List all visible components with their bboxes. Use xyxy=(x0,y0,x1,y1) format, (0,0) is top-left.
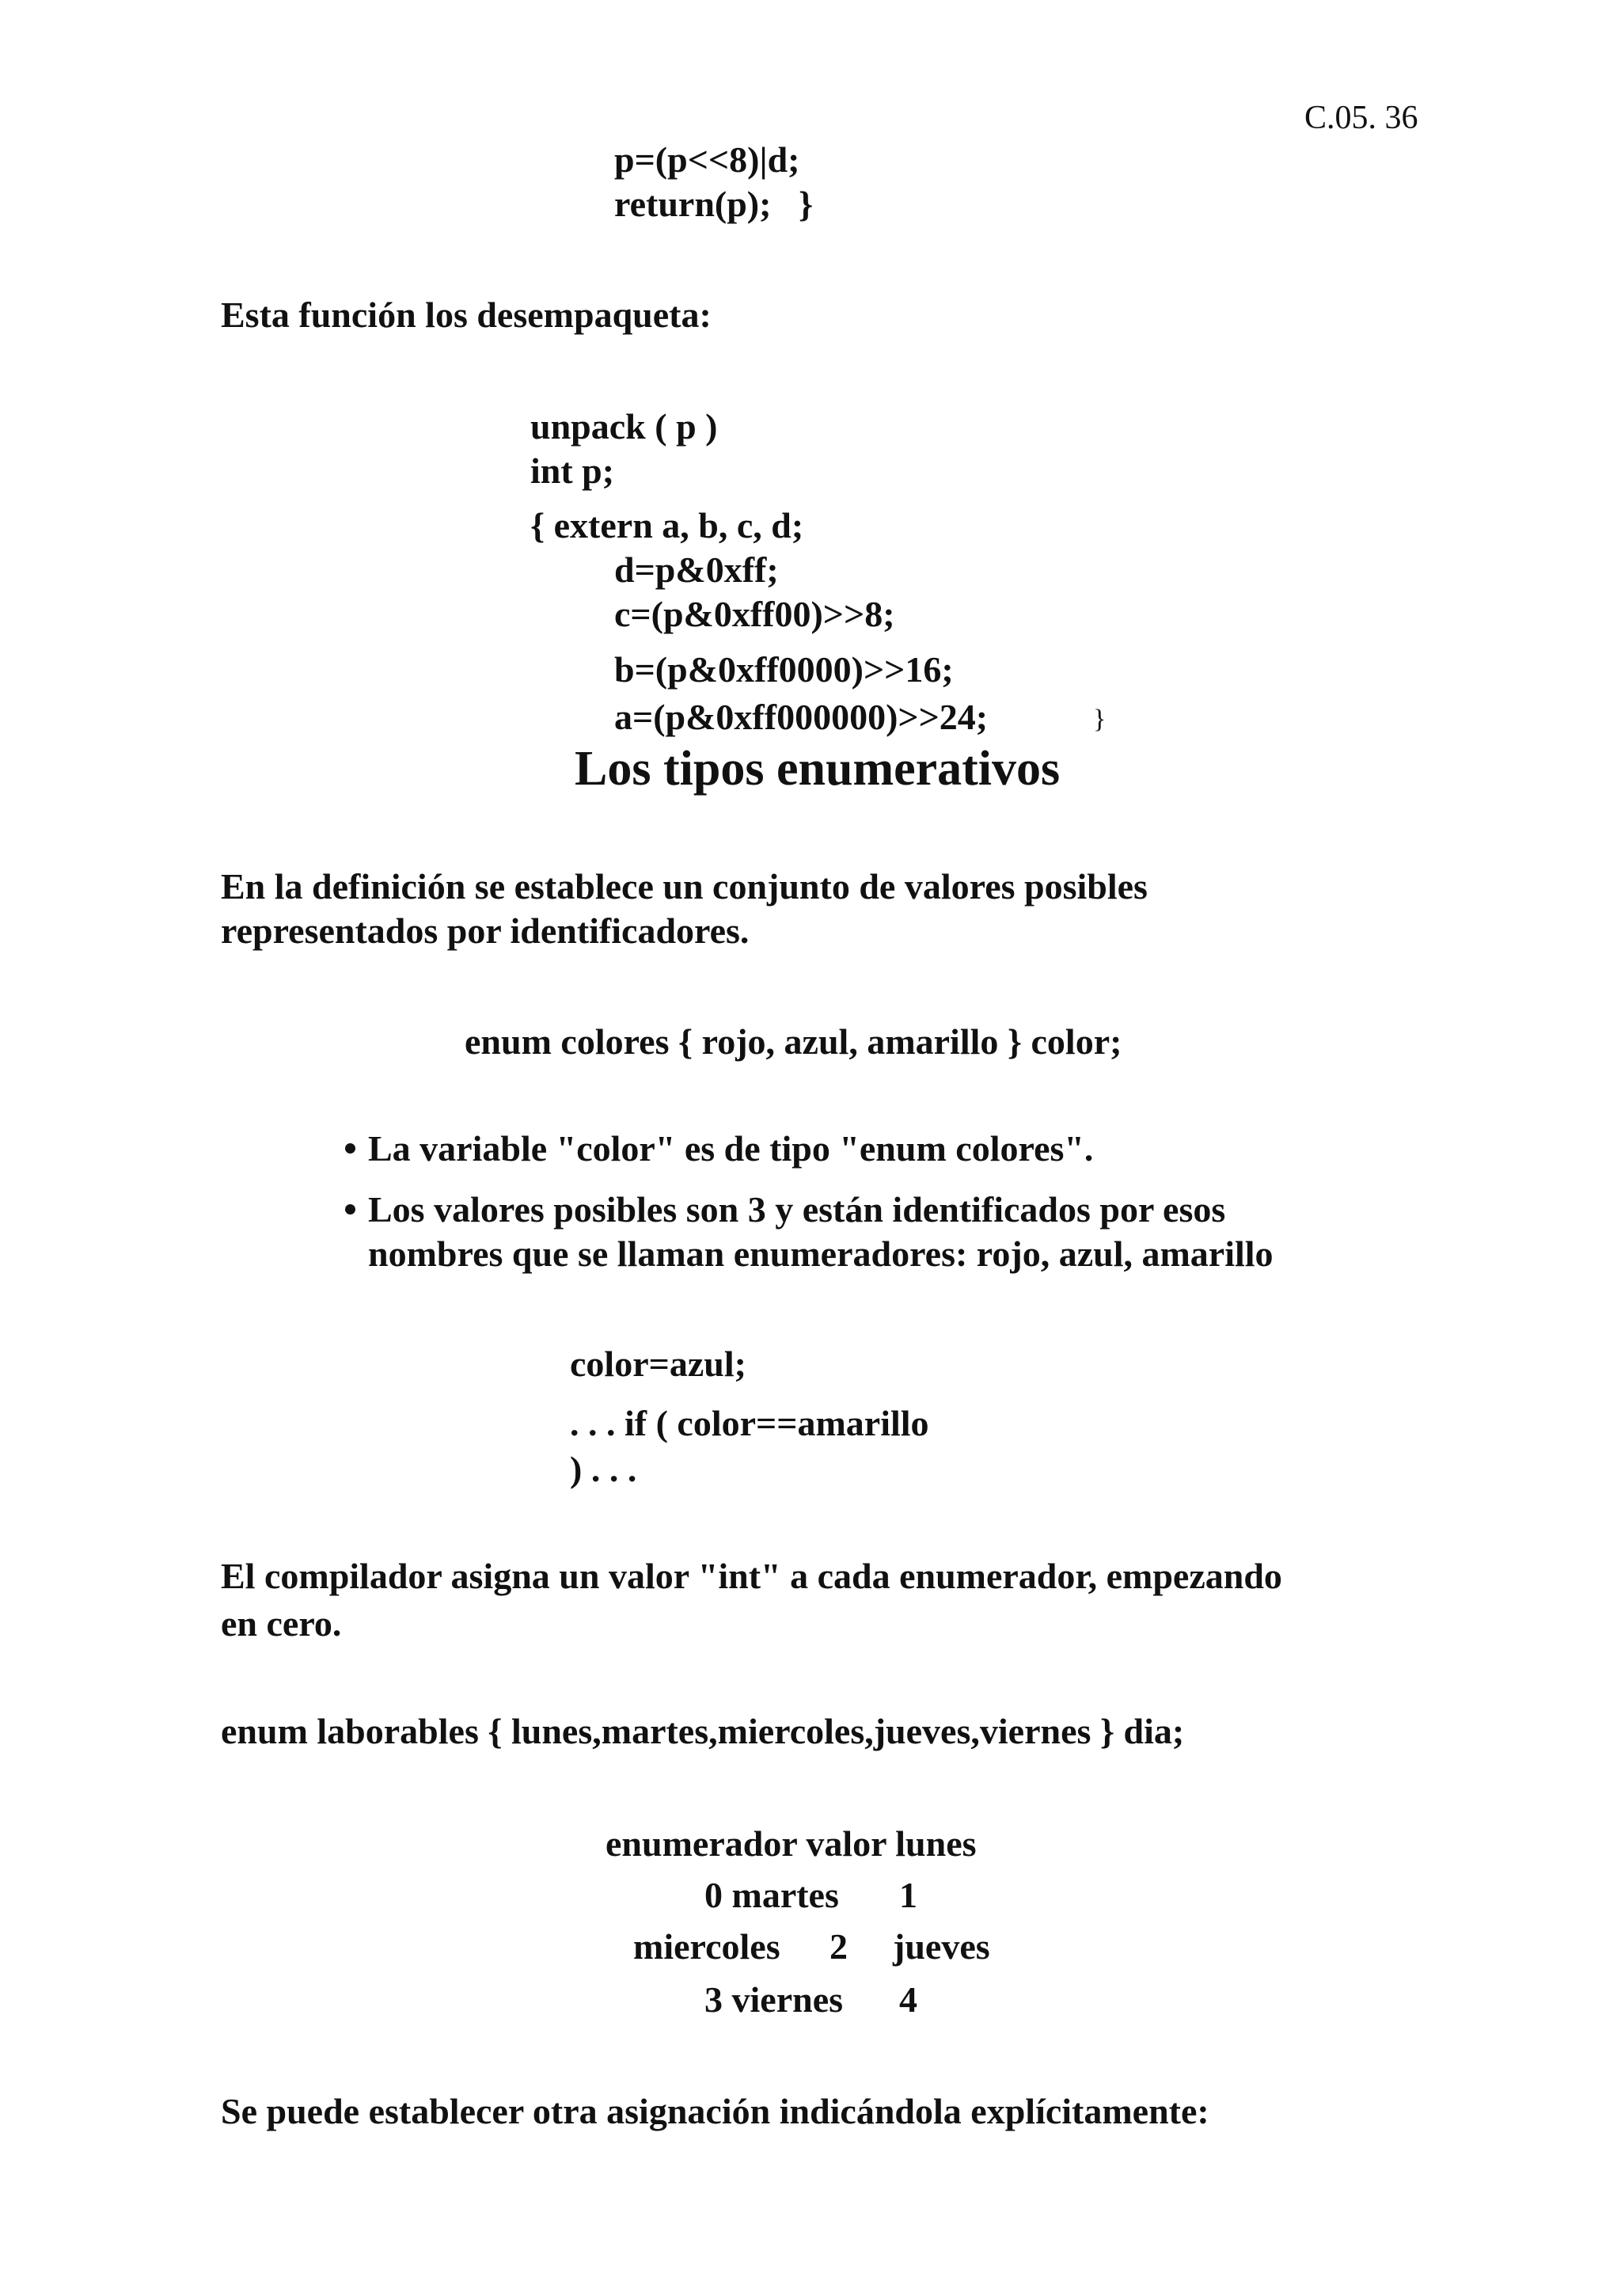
code-line: { extern a, b, c, d; xyxy=(530,505,804,545)
code-line: enum laborables { lunes,martes,miercoles,jueves,viernes } dia; xyxy=(221,1711,1185,1751)
code-line: p=(p<<8)|d; xyxy=(614,139,800,180)
paragraph-line: Se puede establecer otra asignación indicándola explícitamente: xyxy=(221,2091,1209,2131)
closing-brace: } xyxy=(1093,705,1107,734)
bullet-icon xyxy=(345,1204,355,1215)
table-cell: 2 xyxy=(829,1926,848,1967)
code-line: int p; xyxy=(530,450,615,491)
paragraph-line: en cero. xyxy=(221,1603,342,1644)
code-line: b=(p&0xff0000)>>16; xyxy=(614,649,954,690)
bullet-item-text: nombres que se llaman enumeradores: rojo, azul, amarillo xyxy=(368,1234,1274,1274)
paragraph-line: Esta función los desempaqueta: xyxy=(221,295,712,335)
code-line: color=azul; xyxy=(570,1344,746,1384)
code-line: ) . . . xyxy=(570,1449,637,1489)
table-cell: 4 xyxy=(899,1979,917,2020)
code-line: a=(p&0xff000000)>>24; xyxy=(614,697,989,737)
code-line: enum colores { rojo, azul, amarillo } color; xyxy=(465,1021,1122,1062)
table-cell: miercoles xyxy=(633,1926,780,1967)
code-line: unpack ( p ) xyxy=(530,406,718,447)
table-cell: 0 martes xyxy=(704,1875,839,1915)
paragraph-line: En la definición se establece un conjunto de valores posibles xyxy=(221,866,1148,907)
code-line: c=(p&0xff00)>>8; xyxy=(614,594,895,634)
bullet-item-text: Los valores posibles son 3 y están identificados por esos xyxy=(368,1189,1226,1230)
page-number: C.05. 36 xyxy=(1304,100,1418,136)
code-line: d=p&0xff; xyxy=(614,549,779,590)
bullet-icon xyxy=(345,1143,355,1154)
section-title: Los tipos enumerativos xyxy=(575,742,1061,796)
code-line: . . . if ( color==amarillo xyxy=(570,1403,929,1443)
bullet-item-text: La variable "color" es de tipo "enum colores". xyxy=(368,1128,1094,1169)
code-line: return(p); } xyxy=(614,184,814,224)
paragraph-line: El compilador asigna un valor "int" a cada enumerador, empezando xyxy=(221,1556,1282,1596)
table-cell: enumerador valor lunes xyxy=(606,1823,977,1864)
paragraph-line: representados por identificadores. xyxy=(221,910,750,951)
table-cell: 3 viernes xyxy=(704,1979,844,2020)
table-cell: jueves xyxy=(893,1926,990,1967)
table-cell: 1 xyxy=(899,1875,917,1915)
